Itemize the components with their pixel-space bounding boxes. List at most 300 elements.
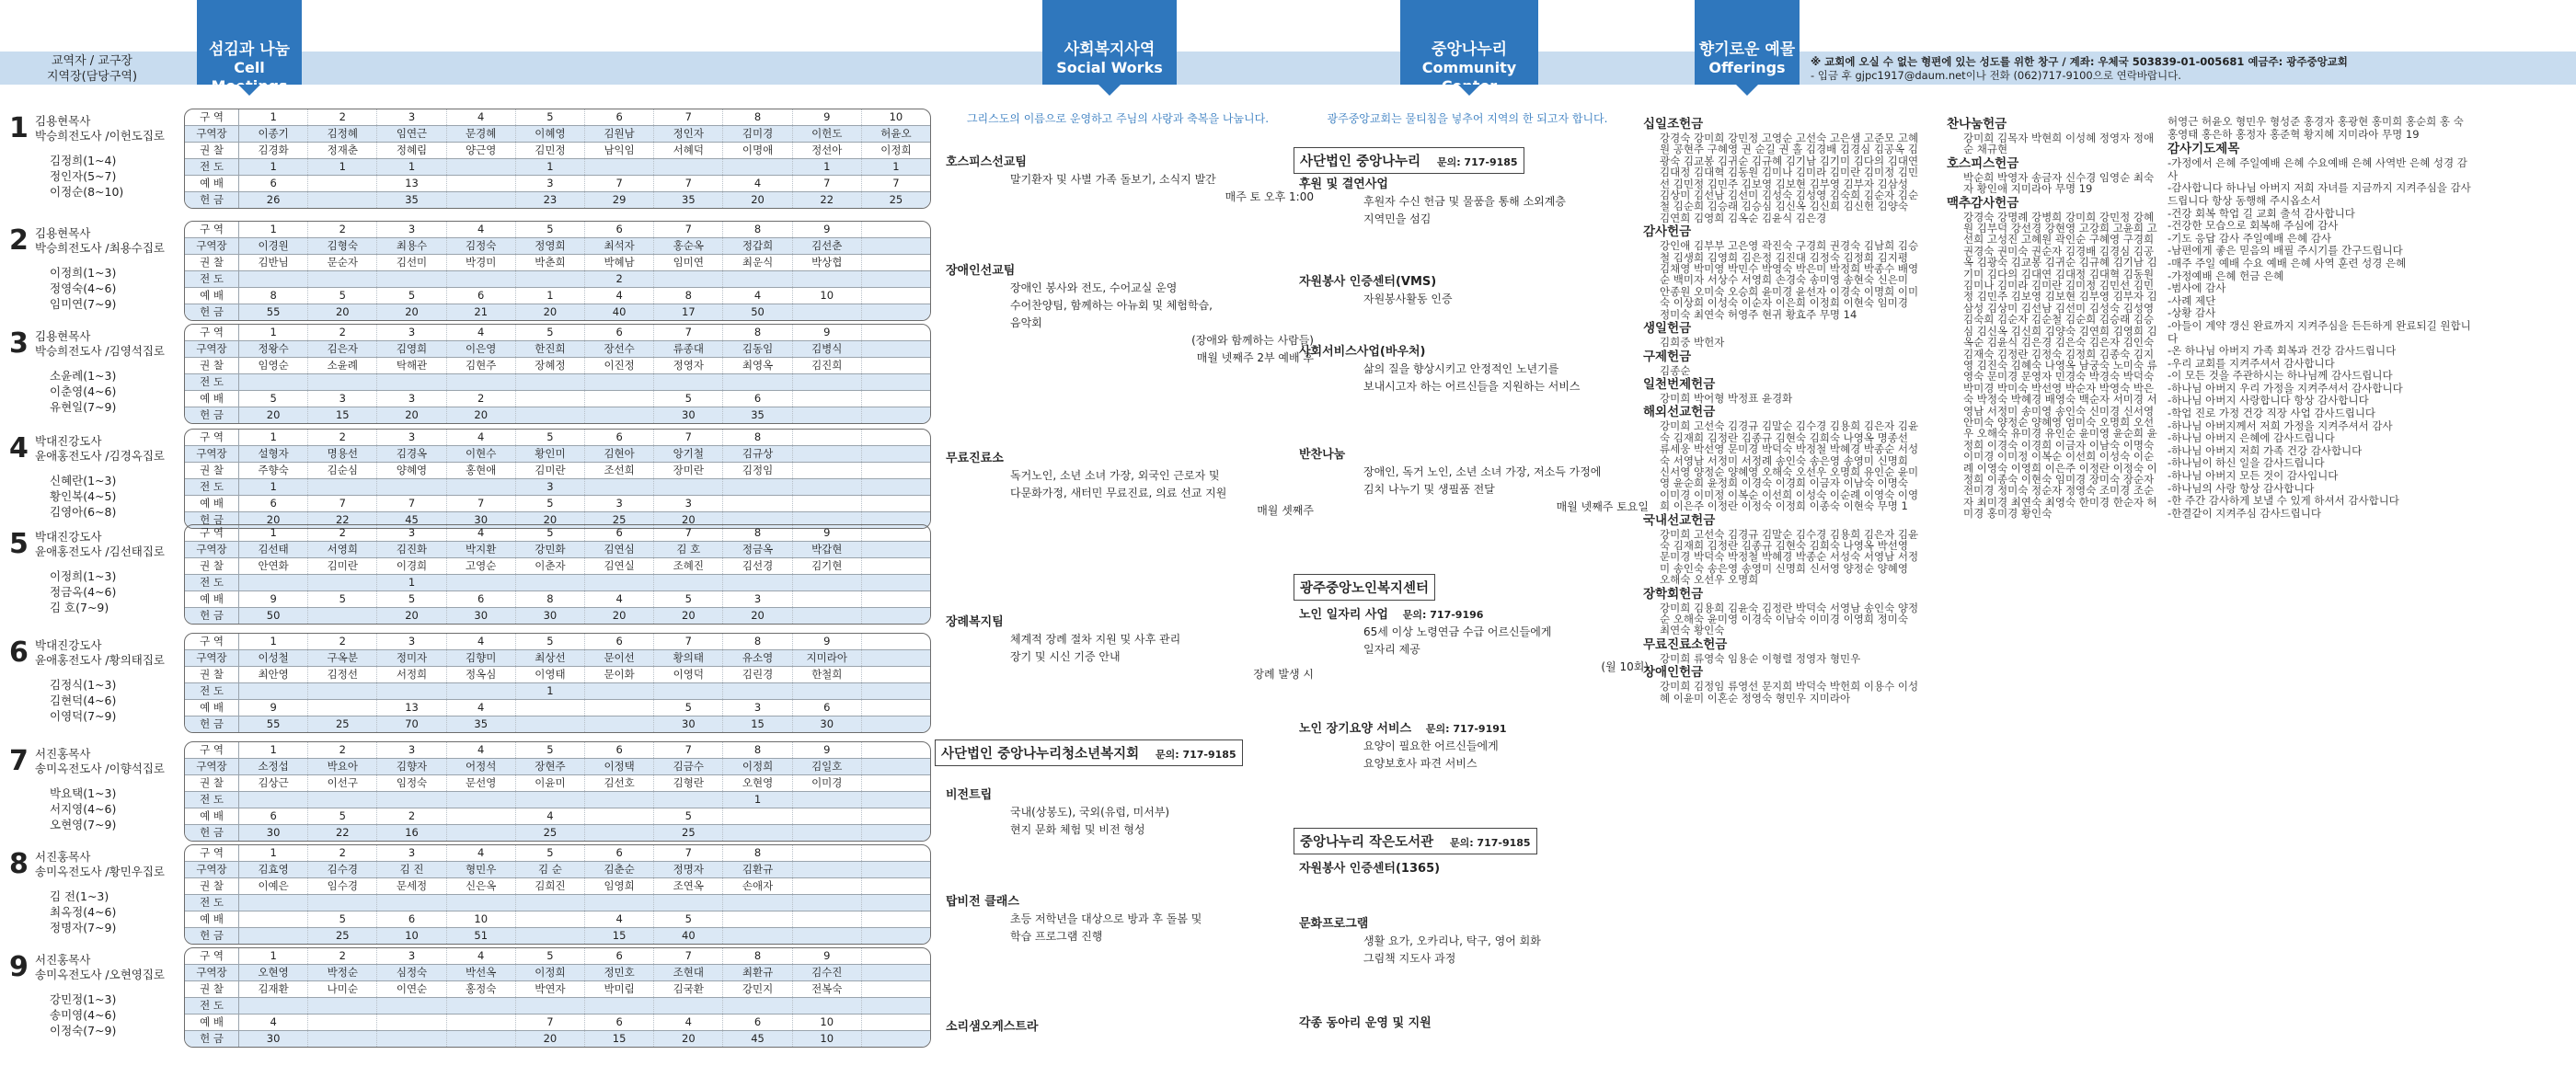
table-cell: 5	[516, 496, 585, 511]
table-cell	[239, 928, 308, 944]
prayer-item: -하나님 아버지 저희 가족 건강 감사합니다	[2168, 443, 2363, 457]
row-label: 예 배	[185, 391, 239, 407]
table-cell: 35	[723, 407, 792, 423]
row-label: 예 배	[185, 176, 239, 191]
table-cell	[447, 575, 516, 590]
table-cell: 박연자	[516, 981, 585, 997]
table-cell: 5	[516, 742, 585, 758]
table-cell: 김선춘	[793, 238, 862, 254]
table-cell	[654, 792, 723, 808]
cell-table	[184, 741, 931, 842]
parish-number: 5	[9, 528, 29, 560]
table-cell: 김춘순	[585, 862, 654, 877]
row-label: 권 찰	[185, 558, 239, 574]
table-cell: 20	[585, 608, 654, 624]
row-label: 구역장	[185, 238, 239, 254]
table-cell	[793, 911, 862, 927]
service-title: 탑비전 클래스	[946, 895, 1019, 909]
table-cell: 이현수	[447, 446, 516, 462]
table-cell: 김미란	[516, 463, 585, 478]
service-line: 현지 문화 체험 및 비전 형성	[1010, 823, 1145, 836]
center-header-title: 중앙나누리 작은도서관	[1300, 835, 1434, 850]
leader-name: 이정숙(7~9)	[50, 1024, 117, 1037]
table-cell: 9	[239, 591, 308, 607]
table-row	[185, 525, 930, 542]
table-cell: 4	[723, 288, 792, 304]
table-row	[185, 895, 930, 911]
service-line: 김치 나누기 및 생필품 전달	[1363, 483, 1495, 496]
prayer-item: -건강한 모습으로 회복해 주심에 감사	[2168, 219, 2339, 233]
tab-offer-sub: Offerings	[1708, 59, 1786, 76]
row-label: 구역장	[185, 126, 239, 142]
row-label: 권 찰	[185, 255, 239, 270]
table-cell: 4	[447, 742, 516, 758]
row-label: 전 도	[185, 895, 239, 911]
table-row	[185, 479, 930, 496]
service-line: 요양이 필요한 어르신들에게	[1363, 739, 1499, 752]
table-cell	[793, 446, 862, 462]
table-cell: 17	[654, 304, 723, 320]
table-cell: 6	[723, 1014, 792, 1030]
table-cell: 3	[377, 222, 446, 237]
table-cell	[585, 895, 654, 911]
parish-leaders	[50, 785, 116, 832]
table-cell: 정영희	[516, 238, 585, 254]
table-cell	[862, 700, 930, 716]
table-cell	[862, 928, 930, 944]
table-cell	[585, 792, 654, 808]
table-cell: 55	[239, 716, 308, 732]
offering-names: 강미희 김용희 김윤숙 김정란 박덕숙 서영남 송인숙 양정순 오해숙 윤미영 이경숙 이남숙 이미경 이영희 정미숙 최연숙 황인숙	[1660, 601, 1919, 637]
table-cell: 김순심	[308, 463, 377, 478]
table-cell	[862, 222, 930, 237]
service-block	[1299, 274, 1649, 308]
table-cell	[585, 825, 654, 841]
table-cell: 남익임	[585, 143, 654, 158]
center-intro: 광주중앙교회는 물티침을 넣추어 지역의 한 되고자 합니다.	[1327, 112, 1608, 125]
table-cell	[308, 176, 377, 191]
table-cell: 홍순옥	[654, 238, 723, 254]
table-row	[185, 759, 930, 775]
table-cell: 20	[654, 1031, 723, 1047]
table-cell	[862, 525, 930, 541]
service-title: 소리샘오케스트라	[946, 1020, 1039, 1034]
row-label: 헌 금	[185, 304, 239, 320]
table-cell	[654, 683, 723, 699]
table-cell: 문세정	[377, 878, 446, 894]
row-label: 권 찰	[185, 463, 239, 478]
parish-leaders	[50, 473, 116, 520]
table-cell: 문이선	[585, 650, 654, 666]
table-cell	[377, 998, 446, 1014]
table-cell	[862, 430, 930, 445]
table-cell: 1	[239, 325, 308, 340]
table-cell: 3	[377, 391, 446, 407]
table-cell: 김 호	[654, 542, 723, 557]
table-cell: 홍현애	[447, 463, 516, 478]
table-cell: 8	[723, 742, 792, 758]
youth-phone: 문의: 717-9185	[1152, 749, 1236, 761]
table-cell: 5	[308, 591, 377, 607]
table-row	[185, 948, 930, 965]
offering-names: 강미희 고선숙 김경규 김말순 김수경 김용희 김은자 김윤숙 김재희 김정란 김종규 김현숙 김희숙 나영옥 박선영 문미경 박덕숙 박정철 박혜경 박종순 서성숙 서영남 서정미 송인숙 송은영 송영미 신명희 신서영 양정순 양혜영 오해숙 오선우 오명희	[1660, 527, 1919, 587]
table-cell	[862, 775, 930, 791]
table-cell: 25	[585, 512, 654, 528]
table-cell: 강민지	[723, 981, 792, 997]
prayer-item: -가정에서 은혜 주일예배 은혜 수요예배 은혜 사역반 은혜 성경 감사	[2168, 156, 2467, 182]
parish-leaders	[50, 568, 116, 615]
table-cell: 김선미	[377, 255, 446, 270]
table-cell: 25	[308, 928, 377, 944]
table-cell: 7	[377, 496, 446, 511]
table-cell	[723, 683, 792, 699]
table-row	[185, 862, 930, 878]
service-title: 각종 동아리 운영 및 지원	[1299, 1016, 1432, 1030]
table-cell	[862, 407, 930, 423]
service-block	[946, 1019, 1314, 1036]
table-cell: 20	[447, 407, 516, 423]
parish-info	[9, 528, 184, 620]
service-title: 자원봉사 인증센터(VMS)	[1299, 275, 1437, 289]
table-row	[185, 998, 930, 1014]
table-cell: 홍정숙	[447, 981, 516, 997]
table-cell	[793, 430, 862, 445]
table-cell: 2	[308, 634, 377, 649]
parish-number: 7	[9, 745, 29, 777]
table-cell: 김경화	[239, 143, 308, 158]
service-line: 장애인 봉사와 전도, 수어교실 운영	[1010, 281, 1178, 294]
service-block	[946, 894, 1314, 946]
table-cell: 앙기철	[654, 446, 723, 462]
table-cell	[862, 479, 930, 495]
table-cell	[516, 792, 585, 808]
parish-header-title: 교역자 / 교구장	[52, 54, 132, 68]
table-cell: 35	[447, 716, 516, 732]
center-header	[1294, 574, 1435, 601]
row-label: 권 찰	[185, 358, 239, 373]
leader-name: 정금옥(4~6)	[50, 585, 117, 599]
table-cell	[862, 667, 930, 682]
table-cell: 10	[447, 911, 516, 927]
table-cell: 김은자	[308, 341, 377, 357]
table-cell	[862, 845, 930, 861]
table-cell: 21	[447, 304, 516, 320]
table-cell: 2	[585, 271, 654, 287]
table-cell: 이영태	[516, 667, 585, 682]
table-cell: 허윤오	[880, 127, 912, 140]
table-cell: 15	[308, 407, 377, 423]
offering-category: 십일조헌금	[1643, 117, 1704, 132]
service-line: 65세 이상 노령연금 수급 어르신들에게	[1363, 625, 1552, 638]
service-line: 초등 저학년을 대상으로 방과 후 돌봄 및	[1010, 912, 1202, 925]
table-cell: 4	[654, 1014, 723, 1030]
tab-cell-sub: Cell Meetings	[211, 59, 288, 95]
table-cell	[723, 479, 792, 495]
table-cell: 6	[239, 176, 308, 191]
table-cell: 20	[239, 407, 308, 423]
table-cell	[793, 808, 862, 824]
table-row	[185, 407, 930, 423]
table-cell	[239, 792, 308, 808]
leader-name: 김영아(6~8)	[50, 505, 117, 519]
table-cell	[793, 496, 862, 511]
table-cell	[862, 1014, 930, 1030]
table-cell: 3	[377, 634, 446, 649]
table-row	[185, 159, 930, 176]
row-label: 전 도	[185, 159, 239, 175]
service-title: 노인 일자리 사업 문의: 717-9196	[1299, 608, 1484, 622]
table-row	[185, 845, 930, 862]
parish-pastor: 서진홍목사 송미옥전도사 /오현영집로	[35, 953, 166, 981]
table-row	[185, 192, 930, 208]
table-cell: 2	[308, 430, 377, 445]
table-cell: 7	[654, 325, 723, 340]
row-label: 구 역	[185, 109, 239, 125]
table-row	[185, 928, 930, 944]
table-cell	[377, 792, 446, 808]
leader-name: 신혜란(1~3)	[50, 474, 117, 487]
table-row	[185, 463, 930, 479]
table-cell: 황의태	[654, 650, 723, 666]
row-label: 헌 금	[185, 928, 239, 944]
table-cell	[862, 558, 930, 574]
table-row	[185, 341, 930, 358]
table-cell: 장현주	[516, 759, 585, 774]
table-cell	[239, 374, 308, 390]
table-cell: 임연근	[377, 126, 446, 142]
table-cell: 탁해관	[377, 358, 446, 373]
table-cell	[447, 159, 516, 175]
table-cell	[585, 808, 654, 824]
table-cell: 22	[308, 512, 377, 528]
row-label: 구 역	[185, 222, 239, 237]
row-label: 권 찰	[185, 981, 239, 997]
table-cell: 4	[447, 845, 516, 861]
table-cell: 정재춘	[308, 143, 377, 158]
service-block	[1299, 447, 1649, 516]
service-line: 매월 넷째주 2부 예배 후	[1196, 351, 1314, 364]
table-cell: 7	[585, 176, 654, 191]
table-cell: 20	[516, 512, 585, 528]
row-label: 전 도	[185, 792, 239, 808]
leader-name: 강민정(1~3)	[50, 992, 117, 1006]
offering-category: 찬나눔헌금	[1947, 117, 2007, 132]
table-cell: 1	[239, 845, 308, 861]
offering-column	[1947, 116, 2158, 520]
table-row	[185, 965, 930, 981]
table-cell: 안연화	[239, 558, 308, 574]
table-cell	[654, 575, 723, 590]
table-cell	[862, 1031, 930, 1047]
table-cell	[723, 808, 792, 824]
table-cell	[308, 192, 377, 208]
table-cell: 설형자	[239, 446, 308, 462]
table-cell: 5	[654, 808, 723, 824]
table-cell: 김병식	[793, 341, 862, 357]
table-cell: 김 진	[377, 862, 446, 877]
table-cell	[862, 895, 930, 911]
service-block	[1299, 607, 1649, 676]
table-row	[185, 558, 930, 575]
table-cell: 1	[239, 634, 308, 649]
table-cell: 3	[377, 948, 446, 964]
table-cell: 13	[377, 700, 446, 716]
table-row	[185, 391, 930, 407]
row-label: 구역장	[185, 542, 239, 557]
table-cell	[793, 862, 862, 877]
table-cell: 이예은	[239, 878, 308, 894]
table-cell: 1	[516, 683, 585, 699]
service-title: 노인 장기요양 서비스 문의: 717-9191	[1299, 722, 1507, 736]
table-cell	[377, 479, 446, 495]
service-title: 장애인선교팀	[946, 264, 1016, 278]
table-cell: 7	[516, 1014, 585, 1030]
table-cell: 임미연	[654, 255, 723, 270]
table-row	[185, 1014, 930, 1031]
table-cell: 1	[308, 159, 377, 175]
service-block	[1299, 177, 1649, 228]
service-block	[946, 614, 1314, 683]
service-line: 음악회	[1010, 316, 1042, 329]
table-cell: 김수경	[308, 862, 377, 877]
table-cell: 정왕수	[239, 341, 308, 357]
service-phone: 문의: 717-9196	[1398, 609, 1484, 621]
table-cell	[377, 271, 446, 287]
row-label: 구역장	[185, 759, 239, 774]
table-cell: 장혜정	[516, 358, 585, 373]
table-cell: 3	[377, 525, 446, 541]
tab-offer-title: 향기로운 예물	[1698, 40, 1796, 59]
table-cell: 형민우	[447, 862, 516, 877]
table-cell: 이경희	[377, 558, 446, 574]
table-row	[185, 238, 930, 255]
table-cell: 김향미	[447, 650, 516, 666]
center-header	[1294, 828, 1537, 854]
table-cell: 문순자	[308, 255, 377, 270]
table-cell	[308, 683, 377, 699]
table-cell	[862, 325, 930, 340]
table-cell: 장선수	[585, 341, 654, 357]
table-cell: 김수진	[793, 965, 862, 980]
social-intro: 그리스도의 이름으로 운영하고 주님의 사랑과 축복을 나눕니다.	[966, 112, 1270, 125]
table-cell: 1	[892, 160, 900, 173]
table-cell	[516, 716, 585, 732]
table-cell: 김향자	[377, 759, 446, 774]
offering-names: 강미희 박어형 박정표 윤경화	[1660, 391, 1793, 405]
row-label: 예 배	[185, 808, 239, 824]
table-row	[185, 542, 930, 558]
table-row	[185, 792, 930, 808]
table-cell: 3	[377, 325, 446, 340]
row-label: 구역장	[185, 341, 239, 357]
offering-column	[2168, 116, 2477, 520]
parish-leaders	[50, 265, 116, 312]
row-label: 예 배	[185, 911, 239, 927]
table-cell: 김선호	[585, 775, 654, 791]
prayer-item: -하나님 아버지 사랑합니다 항상 감사합니다	[2168, 394, 2369, 407]
table-cell: 김미경	[723, 126, 792, 142]
service-title: 자원봉사 인증센터(1365)	[1299, 862, 1441, 876]
tab-center-sub: Community Center	[1421, 59, 1517, 95]
parish-pastor: 박대진강도사 윤애홍전도사 /김선태집로	[35, 530, 166, 558]
table-cell: 8	[723, 845, 792, 861]
table-cell: 5	[516, 222, 585, 237]
row-label: 구역장	[185, 965, 239, 980]
table-cell	[447, 1031, 516, 1047]
table-cell: 박춘희	[516, 255, 585, 270]
table-cell	[308, 608, 377, 624]
table-cell	[308, 575, 377, 590]
row-label: 헌 금	[185, 1031, 239, 1047]
table-cell	[447, 479, 516, 495]
table-cell: 20	[377, 304, 446, 320]
table-cell	[862, 650, 930, 666]
table-cell: 9	[793, 109, 862, 125]
table-cell	[862, 878, 930, 894]
table-row	[185, 222, 930, 238]
table-cell: 최상선	[516, 650, 585, 666]
table-cell: 정영자	[654, 358, 723, 373]
table-cell: 8	[239, 288, 308, 304]
table-cell: 3	[654, 496, 723, 511]
table-cell: 35	[377, 192, 446, 208]
table-cell	[793, 998, 862, 1014]
table-cell: 서혜덕	[654, 143, 723, 158]
center-header-phone: 문의: 717-9185	[1433, 156, 1518, 168]
table-cell: 35	[654, 192, 723, 208]
table-cell: 1	[239, 948, 308, 964]
table-cell: 2	[308, 742, 377, 758]
table-cell: 5	[516, 430, 585, 445]
table-cell: 김반님	[239, 255, 308, 270]
table-cell	[862, 341, 930, 357]
row-label: 구역장	[185, 650, 239, 666]
table-cell: 1	[516, 288, 585, 304]
table-cell: 김국환	[654, 981, 723, 997]
tab-center-title: 중앙나누리	[1431, 40, 1508, 59]
table-cell: 20	[723, 608, 792, 624]
leader-name: 소윤례(1~3)	[50, 369, 117, 383]
table-cell: 김연심	[585, 542, 654, 557]
table-cell: 이춘자	[516, 558, 585, 574]
table-cell: 2	[308, 948, 377, 964]
center-header-title: 광주중앙노인복지센터	[1300, 581, 1430, 596]
table-cell	[516, 895, 585, 911]
table-cell	[447, 895, 516, 911]
table-cell: 3	[377, 109, 446, 125]
table-cell: 김효영	[239, 862, 308, 877]
prayer-item: -우리 교회를 지켜주셔서 감사합니다	[2168, 356, 2335, 370]
table-cell: 3	[723, 700, 792, 716]
table-cell	[585, 159, 654, 175]
service-line: 삶의 질을 향상시키고 안정적인 노년기를	[1363, 362, 1559, 375]
table-cell: 6	[377, 911, 446, 927]
service-block	[1299, 916, 1649, 968]
row-label: 전 도	[185, 683, 239, 699]
table-cell	[723, 575, 792, 590]
row-label: 예 배	[185, 591, 239, 607]
table-cell: 2	[377, 808, 446, 824]
table-cell: 3	[377, 845, 446, 861]
tab-social-title: 사회복지사역	[1064, 40, 1156, 59]
table-row	[185, 288, 930, 304]
table-cell: 1	[793, 159, 862, 175]
service-line: 지역민을 섬김	[1363, 212, 1432, 225]
table-cell: 13	[377, 176, 446, 191]
table-cell: 최용수	[377, 238, 446, 254]
offering-names: 강인애 김부부 고은영 곽진숙 구경희 권경숙 김남희 김승철 김생희 김영희 김은정 김진대 김정숙 김정희 김지평 김채영 박미영 박민수 박영숙 박은미 박정희 박종수 배영순 백미자 서상수 서영희 손경숙 송미영 송현숙 신은미 안종원 오미숙 오승희 윤미경 윤선자 이경숙 이명희 이미숙 이상희 이성숙 이순자 이은희 이정희 이현숙 임미경 정미숙 최연숙 허영주 현귀 황효주 무명 14	[1660, 239, 1919, 321]
table-cell: 50	[239, 608, 308, 624]
